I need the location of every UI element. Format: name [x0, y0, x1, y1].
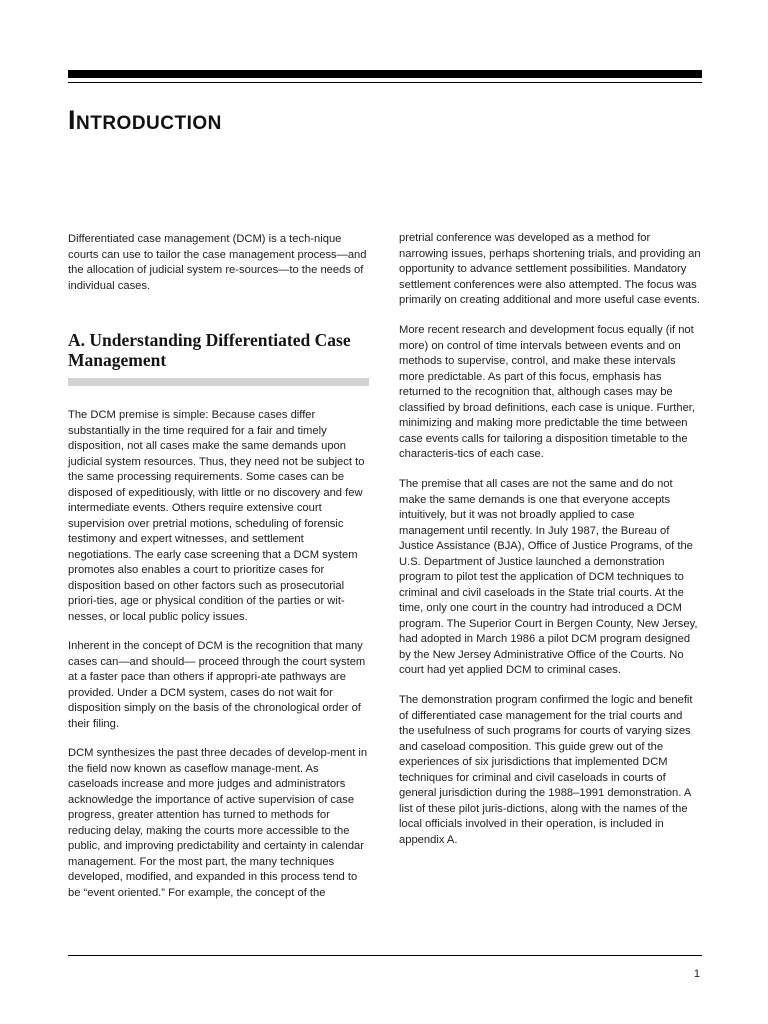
body-paragraph: Inherent in the concept of DCM is the recognition that many cases can—and should— proceed through the court system at a faster pace than others if appropri-ate pathways are provided. Under a DCM system, cases do not wait for disposition simply on the basis of the chronological order of their filing.: [68, 640, 366, 730]
top-thin-rule: [68, 82, 702, 83]
chapter-title: Introduction: [68, 105, 222, 135]
section-heading: A. Understanding Differentiated Case Management: [68, 330, 351, 370]
footer-rule: [68, 955, 702, 956]
body-paragraph: The premise that all cases are not the same and do not make the same demands is one that everyone accepts intuitively, but it was not broadly applied to case management until recently. In July 1987, the Bureau of Justice Assistance (BJA), Office of Justice Programs, of the U.S. Department of Justice launched a demonstration program to pilot test the application of DCM techniques to criminal and civil caseloads in the State trial courts. At the time, only one court in the country had introduced a DCM program. The Superior Court in Bergen County, New Jersey, had adopted in March 1986 a pilot DCM program designed by the New Jersey Administrative Office of the Courts. No court had yet applied DCM to criminal cases.: [399, 478, 698, 676]
body-paragraph: More recent research and development focus equally (if not more) on control of time intervals between events and on methods to supervise, control, and make these intervals more predictable. As part of this focus, emphasis has returned to the recognition that, although cases may be classified by broad definitions, each case is unique. Further, minimizing and making more predictable the time between case events calls for tailoring a disposition timetable to the characteris-tics of each case.: [399, 324, 696, 460]
right-column: [399, 231, 701, 863]
left-column: [68, 232, 370, 915]
top-thick-rule: [68, 70, 702, 78]
page-number: 1: [693, 968, 700, 980]
body-paragraph: The demonstration program confirmed the logic and benefit of differentiated case management for the trial courts and the usefulness of such programs for courts of varying sizes and caseload composition. This guide grew out of the experiences of six jurisdictions that implemented DCM techniques for criminal and civil caseloads in courts of general jurisdiction during the 1988–1991 demonstration. A list of these pilot juris-dictions, along with the names of the local officials involved in their operation, is included in appendix A.: [399, 694, 693, 846]
section-heading-bar: [68, 378, 369, 386]
body-paragraph: The DCM premise is simple: Because cases differ substantially in the time required for a fair and timely disposition, not all cases make the same demands upon judicial system resources. Thus, they need not be subject to the same processing requirements. Some cases can be disposed of expeditiously, with little or no discovery and few intermediate events. Others require extensive court supervision over pretrial motions, scheduling of forensic testimony and expert witnesses, and settlement negotiations. The early case screening that a DCM system promotes also enables a court to prioritize cases for disposition based on other factors such as prosecutorial priori-ties, age or physical condition of the parties or wit-nesses, or local public policy issues.: [68, 409, 365, 623]
body-paragraph: pretrial conference was developed as a method for narrowing issues, perhaps shortening trials, and providing an opportunity to advance settlement possibilities. Mandatory settlement conferences were also attempted. The focus was primarily on creating additional and more useful case events.: [399, 232, 701, 306]
body-paragraph: DCM synthesizes the past three decades of develop-ment in the field now known as caseflow manage-ment. As caseloads increase and more judges and administrators acknowledge the importance of active supervision of case progress, greater attention has turned to methods for reducing delay, making the courts more accessible to the public, and improving predictability and certainty in calendar management. For the most part, the many techniques developed, modified, and expanded in this process tend to be “event oriented.” For example, the concept of the: [68, 747, 368, 899]
intro-paragraph: Differentiated case management (DCM) is a tech-nique courts can use to tailor the case management process—and the allocation of judicial system re-sources—to the needs of individual cases.: [68, 233, 367, 292]
